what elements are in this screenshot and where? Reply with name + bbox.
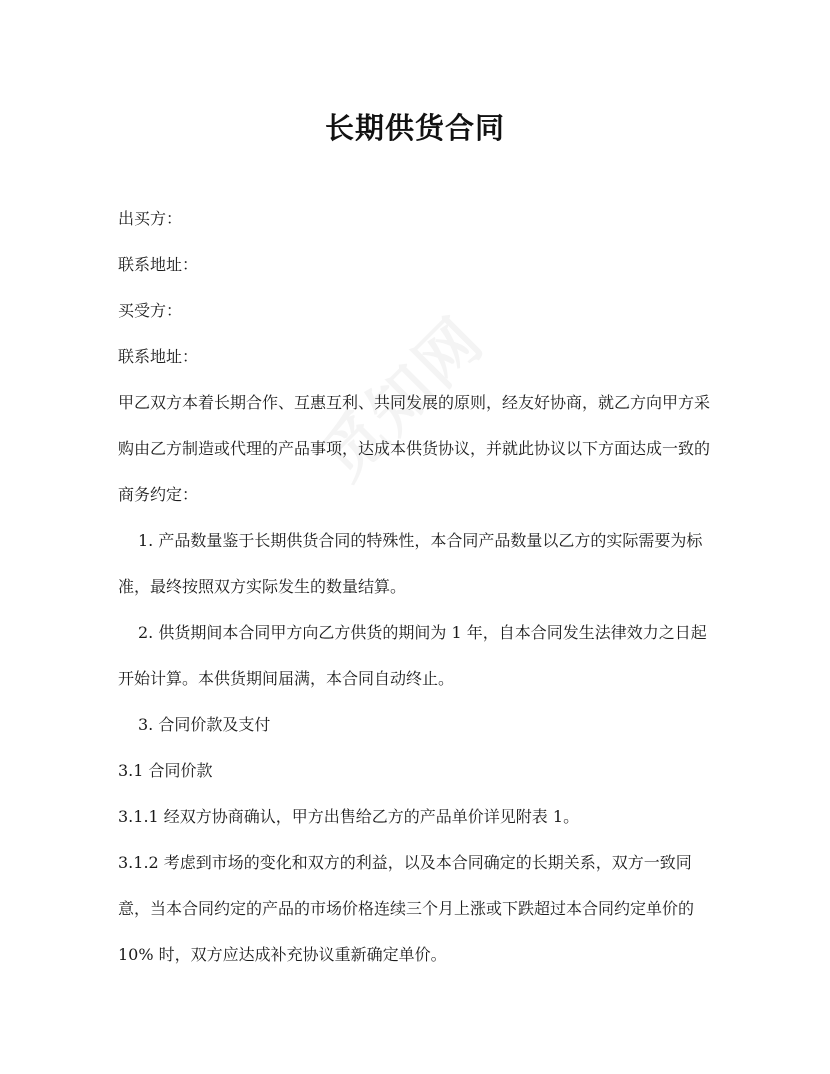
recipient-label: 买受方： <box>118 301 183 320</box>
clause-2: 2. 供货期间本合同甲方向乙方供货的期间为 1 年，自本合同发生法律效力之日起开始计算。本供货期间届满，本合同自动终止。 <box>118 623 707 688</box>
clause-3-heading: 3. 合同价款及支付 <box>138 715 271 734</box>
document-title: 长期供货合同 <box>324 111 505 145</box>
clause-1: 1. 产品数量鉴于长期供货合同的特殊性，本合同产品数量以乙方的实际需要为标准，最终按照双方实际发生的数量结算。 <box>118 531 703 596</box>
document-body <box>118 196 714 978</box>
clause-3-1-heading: 3.1 合同价款 <box>118 761 213 780</box>
clause-3-1-2: 3.1.2 考虑到市场的变化和双方的利益，以及本合同确定的长期关系，双方一致同意，当本合同约定的产品的市场价格连续三个月上涨或下跌超过本合同约定单价的 10% 时，双方应达成补充协议重新确定单价。 <box>118 853 695 964</box>
preamble-paragraph: 甲乙双方本着长期合作、互惠互利、共同发展的原则，经友好协商，就乙方向甲方采购由乙方制造或代理的产品事项，达成本供货协议，并就此协议以下方面达成一致的商务约定： <box>118 393 711 504</box>
buyer-label: 出买方： <box>118 209 183 228</box>
clause-3-1-1: 3.1.1 经双方协商确认，甲方出售给乙方的产品单价详见附表 1。 <box>118 807 580 826</box>
recipient-address-label: 联系地址： <box>118 347 199 366</box>
buyer-address-label: 联系地址： <box>118 255 199 274</box>
